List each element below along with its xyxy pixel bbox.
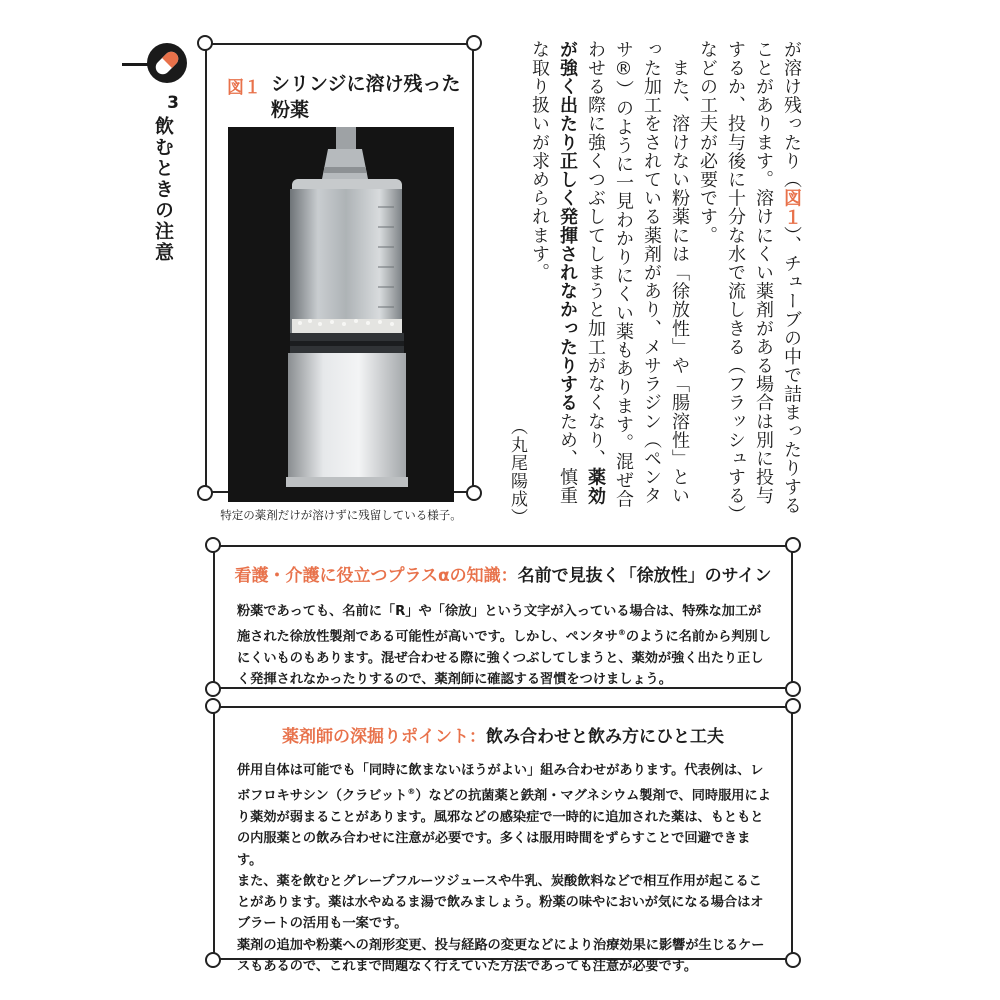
syringe-photo	[228, 127, 454, 502]
tip-box-pharmacist-body	[237, 760, 772, 977]
tip-paragraph: 併用自体は可能でも「同時に飲まないほうがよい」組み合わせがあります。代表例は、レボフロキサシン（クラビット®）などの抗菌薬と鉄剤・マグネシウム製剤で、同時服用により薬効が弱まることがあります。風邪などの感染症で一時的に追加された薬は、もともとの内服薬との飲み合わせに注意が必要です。多くは服用時間をずらすことで回避できます。	[237, 763, 771, 868]
figure-reference[interactable]: 図１	[781, 188, 802, 227]
main-body-text	[500, 40, 805, 515]
tip-box-nursing	[213, 545, 793, 689]
tip-paragraph: また、薬を飲むとグレープフルーツジュースや牛乳、炭酸飲料などで相互作用が起こることがあります。薬は水やぬるま湯で飲みましょう。粉薬の味やにおいが気になる場合はオブラートの活用も一案です。	[237, 873, 764, 932]
body-paragraph-2: また、溶けない粉薬には「徐放性」や「腸溶性」といった加工をされている薬剤があり、メサラジン（ペンタサ®）のように一見わかりにくい薬もあります。混ぜ合わせる際に強くつぶしてしまうと加工がなくなり、薬効が強く出たり正しく発揮されなかったりするため、慎重な取り扱いが求められます。	[529, 40, 690, 509]
figure-title: シリンジに溶け残った粉薬	[271, 73, 461, 121]
tip-box-pharmacist	[213, 706, 793, 975]
body-paragraph-1: が溶け残ったり（図１）、チューブの中で詰まったりすることがあります。溶けにくい薬剤がある場合は別に投与するか、投与後に十分な水で流しきる（フラッシュする）などの工夫が必要です。	[697, 40, 802, 515]
chapter-title: 飲むときの注意	[152, 116, 174, 263]
tip-box-nursing-body: 粉薬であっても、名前に「R」や「徐放」という文字が入っている場合は、特殊な加工が施された徐放性製剤である可能性が高いです。しかし、ペンタサ®のように名前から判別しにくいものもあります。混ぜ合わせる際に強くつぶしてしまうと、薬効が強く出たり正しく発揮されなかったりするので、薬剤師に確認する習慣をつけましょう。	[237, 604, 771, 688]
capsule-icon	[146, 42, 188, 84]
figure-frame	[205, 43, 474, 522]
chapter-number: 3	[167, 93, 179, 113]
tip-box-pharmacist-heading: 薬剤師の深掘りポイント：飲み合わせと飲み方にひと工夫	[282, 727, 724, 747]
figure-number: 図１	[227, 78, 261, 98]
figure-caption: 特定の薬剤だけが溶けずに残留している様子。	[220, 508, 462, 522]
tip-box-nursing-heading: 看護・介護に役立つプラスαの知識：名前で見抜く「徐放性」のサイン	[234, 566, 772, 586]
author-credit: （丸尾陽成）	[507, 418, 527, 526]
body-emphasis: 薬効が強く出たり正しく発揮されなかったりする	[557, 40, 606, 506]
tip-paragraph: 薬剤の追加や粉薬への剤形変更、投与経路の変更などにより治療効果に影響が生じるケースもあるので、これまで問題なく行えていた方法であっても注意が必要です。	[237, 937, 765, 975]
